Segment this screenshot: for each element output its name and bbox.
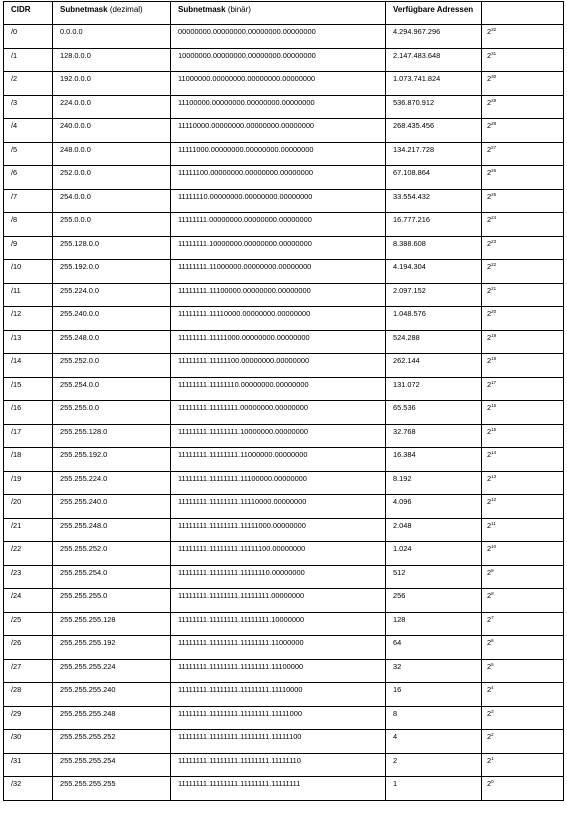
available-addresses-cell: 16.777.216 xyxy=(386,213,482,237)
power-base: 2 xyxy=(487,567,492,577)
cidr-cell: /6 xyxy=(4,166,53,190)
power-base: 2 xyxy=(487,755,492,765)
power-of-two-cell xyxy=(482,683,564,707)
table-row xyxy=(4,377,564,401)
subnetmask-binary-cell: 10000000.00000000.00000000.00000000 xyxy=(171,48,386,72)
available-addresses-cell: 64 xyxy=(386,636,482,660)
cidr-cell: /28 xyxy=(4,683,53,707)
subnetmask-binary-cell: 11111000.00000000.00000000.00000000 xyxy=(171,142,386,166)
subnetmask-binary-cell: 11111111.11111111.11111111.10000000 xyxy=(171,612,386,636)
power-exponent: 10 xyxy=(491,544,497,549)
power-exponent: 23 xyxy=(491,238,497,244)
power-exponent: 26 xyxy=(491,168,497,173)
power-of-two-cell xyxy=(482,166,564,190)
table-row xyxy=(4,683,564,707)
subnetmask-binary-cell: 11111111.11111110.00000000.00000000 xyxy=(171,377,386,401)
available-addresses-cell: 536.870.912 xyxy=(386,95,482,119)
power-of-two-cell xyxy=(482,72,564,96)
available-addresses-cell: 2.147.483.648 xyxy=(386,48,482,72)
power-exponent: 0 xyxy=(491,779,494,784)
subnetmask-decimal-cell: 255.255.248.0 xyxy=(53,518,171,542)
cidr-cell: /9 xyxy=(4,236,53,260)
cidr-cell: /0 xyxy=(4,25,53,49)
table-row xyxy=(4,659,564,683)
cidr-subnet-table xyxy=(3,1,564,801)
power-of-two-cell xyxy=(482,119,564,143)
table-row xyxy=(4,260,564,284)
cidr-cell: /30 xyxy=(4,730,53,754)
subnetmask-decimal-cell: 224.0.0.0 xyxy=(53,95,171,119)
available-addresses-cell: 1.024 xyxy=(386,542,482,566)
table-row xyxy=(4,565,564,589)
table-row xyxy=(4,213,564,237)
subnetmask-decimal-cell: 255.255.252.0 xyxy=(53,542,171,566)
power-base: 2 xyxy=(487,450,492,459)
table-row xyxy=(4,424,564,448)
power-base: 2 xyxy=(487,27,492,36)
available-addresses-cell: 268.435.456 xyxy=(386,119,482,143)
power-of-two-cell xyxy=(482,330,564,354)
power-exponent: 4 xyxy=(491,685,494,690)
subnetmask-decimal-cell: 192.0.0.0 xyxy=(53,72,171,96)
subnetmask-decimal-cell: 0.0.0.0 xyxy=(53,25,171,49)
power-of-two-cell xyxy=(482,142,564,166)
available-addresses-cell: 2.048 xyxy=(386,518,482,542)
power-exponent: 15 xyxy=(491,426,497,432)
power-of-two-cell xyxy=(482,283,564,307)
subnetmask-binary-cell: 11111111.11111111.11111100.00000000 xyxy=(171,542,386,566)
power-exponent: 1 xyxy=(491,755,494,761)
cidr-cell: /3 xyxy=(4,95,53,119)
available-addresses-cell: 4.294.967.296 xyxy=(386,25,482,49)
power-of-two-cell xyxy=(482,706,564,730)
power-base: 2 xyxy=(487,309,492,318)
table-row xyxy=(4,236,564,260)
available-addresses-cell: 524.288 xyxy=(386,330,482,354)
available-addresses-cell: 2.097.152 xyxy=(386,283,482,307)
cidr-cell: /31 xyxy=(4,753,53,777)
available-addresses-cell: 131.072 xyxy=(386,377,482,401)
subnetmask-binary-cell: 11111111.11111111.11111110.00000000 xyxy=(171,565,386,589)
power-of-two-cell xyxy=(482,565,564,589)
subnetmask-decimal-cell: 255.255.255.128 xyxy=(53,612,171,636)
cidr-cell: /5 xyxy=(4,142,53,166)
subnetmask-binary-cell: 11111111.11111111.11111111.00000000 xyxy=(171,589,386,613)
power-base: 2 xyxy=(487,332,492,342)
subnetmask-decimal-cell: 255.255.255.0 xyxy=(53,589,171,613)
power-base: 2 xyxy=(487,779,492,788)
power-exponent: 8 xyxy=(491,591,494,596)
header-row xyxy=(4,2,564,25)
cidr-cell: /4 xyxy=(4,119,53,143)
available-addresses-cell: 2 xyxy=(386,753,482,777)
table-row xyxy=(4,730,564,754)
power-of-two-cell xyxy=(482,25,564,49)
subnetmask-decimal-cell: 255.255.192.0 xyxy=(53,448,171,472)
subnetmask-decimal-cell: 255.0.0.0 xyxy=(53,213,171,237)
table-row xyxy=(4,636,564,660)
subnetmask-binary-cell: 11111111.11111111.11111111.11110000 xyxy=(171,683,386,707)
power-base: 2 xyxy=(487,262,492,271)
cidr-cell: /12 xyxy=(4,307,53,331)
subnetmask-binary-cell: 11111111.11111111.11111111.11111000 xyxy=(171,706,386,730)
power-of-two-cell xyxy=(482,377,564,401)
table-row xyxy=(4,307,564,331)
available-addresses-cell: 16 xyxy=(386,683,482,707)
cidr-cell: /32 xyxy=(4,777,53,801)
power-exponent: 16 xyxy=(491,403,497,408)
available-addresses-cell: 65.536 xyxy=(386,401,482,425)
power-exponent: 32 xyxy=(491,27,497,32)
power-base: 2 xyxy=(487,74,492,83)
subnetmask-decimal-cell: 128.0.0.0 xyxy=(53,48,171,72)
cidr-cell: /8 xyxy=(4,213,53,237)
power-of-two-cell xyxy=(482,777,564,801)
table-row xyxy=(4,72,564,96)
subnetmask-decimal-cell: 255.128.0.0 xyxy=(53,236,171,260)
cidr-cell: /14 xyxy=(4,354,53,378)
power-exponent: 18 xyxy=(491,356,497,361)
power-of-two-cell xyxy=(482,495,564,519)
cidr-cell: /10 xyxy=(4,260,53,284)
cidr-cell: /24 xyxy=(4,589,53,613)
subnetmask-decimal-cell: 255.255.255.252 xyxy=(53,730,171,754)
power-exponent: 28 xyxy=(491,121,497,126)
power-exponent: 13 xyxy=(491,473,497,479)
available-addresses-cell: 8.192 xyxy=(386,471,482,495)
cidr-cell: /11 xyxy=(4,283,53,307)
subnetmask-decimal-cell: 255.254.0.0 xyxy=(53,377,171,401)
table-row xyxy=(4,95,564,119)
subnetmask-decimal-cell: 255.255.255.240 xyxy=(53,683,171,707)
subnetmask-decimal-cell: 255.255.254.0 xyxy=(53,565,171,589)
available-addresses-cell: 32.768 xyxy=(386,424,482,448)
subnetmask-binary-cell: 11111111.11100000.00000000.00000000 xyxy=(171,283,386,307)
available-addresses-cell: 4 xyxy=(386,730,482,754)
power-of-two-cell xyxy=(482,95,564,119)
subnetmask-binary-cell: 11111111.11111111.11111000.00000000 xyxy=(171,518,386,542)
power-exponent: 25 xyxy=(491,191,497,197)
power-base: 2 xyxy=(487,379,492,389)
power-exponent: 29 xyxy=(491,97,497,103)
table-row xyxy=(4,589,564,613)
available-addresses-cell: 512 xyxy=(386,565,482,589)
subnetmask-decimal-cell: 255.248.0.0 xyxy=(53,330,171,354)
cidr-cell: /20 xyxy=(4,495,53,519)
cidr-cell: /26 xyxy=(4,636,53,660)
cidr-cell: /2 xyxy=(4,72,53,96)
subnetmask-decimal-cell: 255.255.255.255 xyxy=(53,777,171,801)
power-of-two-cell xyxy=(482,753,564,777)
subnetmask-decimal-cell: 255.255.255.254 xyxy=(53,753,171,777)
cidr-cell: /17 xyxy=(4,424,53,448)
table-row xyxy=(4,777,564,801)
power-base: 2 xyxy=(487,661,492,671)
table-row xyxy=(4,166,564,190)
available-addresses-cell: 4.096 xyxy=(386,495,482,519)
power-of-two-cell xyxy=(482,189,564,213)
power-exponent: 24 xyxy=(491,215,497,220)
power-exponent: 20 xyxy=(491,309,497,314)
power-base: 2 xyxy=(487,403,492,412)
cidr-cell: /1 xyxy=(4,48,53,72)
subnetmask-binary-cell: 11111111.11111111.11111111.11100000 xyxy=(171,659,386,683)
cidr-cell: /23 xyxy=(4,565,53,589)
table-row xyxy=(4,495,564,519)
power-of-two-cell xyxy=(482,730,564,754)
power-exponent: 6 xyxy=(491,638,494,643)
power-of-two-cell xyxy=(482,612,564,636)
power-base: 2 xyxy=(487,121,492,130)
power-of-two-cell xyxy=(482,48,564,72)
table-row xyxy=(4,189,564,213)
cidr-cell: /25 xyxy=(4,612,53,636)
available-addresses-cell: 262.144 xyxy=(386,354,482,378)
subnetmask-binary-cell: 11111111.11111100.00000000.00000000 xyxy=(171,354,386,378)
power-base: 2 xyxy=(487,732,492,741)
power-exponent: 3 xyxy=(491,708,494,714)
available-addresses-cell: 8 xyxy=(386,706,482,730)
power-base: 2 xyxy=(487,50,492,60)
cidr-cell: /19 xyxy=(4,471,53,495)
power-of-two-cell xyxy=(482,401,564,425)
available-addresses-cell: 256 xyxy=(386,589,482,613)
power-of-two-cell xyxy=(482,471,564,495)
subnetmask-binary-cell: 11000000.00000000.00000000.00000000 xyxy=(171,72,386,96)
power-exponent: 9 xyxy=(491,567,494,573)
power-base: 2 xyxy=(487,285,492,295)
power-exponent: 27 xyxy=(491,144,497,150)
available-addresses-cell: 1.048.576 xyxy=(386,307,482,331)
table-row xyxy=(4,542,564,566)
subnetmask-decimal-cell: 255.255.255.192 xyxy=(53,636,171,660)
power-of-two-cell xyxy=(482,307,564,331)
available-addresses-cell: 128 xyxy=(386,612,482,636)
power-base: 2 xyxy=(487,97,492,107)
table-row xyxy=(4,119,564,143)
subnetmask-decimal-cell: 255.255.128.0 xyxy=(53,424,171,448)
power-exponent: 14 xyxy=(491,450,497,455)
table-row xyxy=(4,354,564,378)
subnetmask-decimal-cell: 248.0.0.0 xyxy=(53,142,171,166)
power-of-two-cell xyxy=(482,542,564,566)
power-base: 2 xyxy=(487,591,492,600)
subnetmask-binary-cell: 11111111.11111111.11111111.11000000 xyxy=(171,636,386,660)
power-of-two-cell xyxy=(482,448,564,472)
power-of-two-cell xyxy=(482,424,564,448)
power-of-two-cell xyxy=(482,354,564,378)
subnetmask-decimal-cell: 255.192.0.0 xyxy=(53,260,171,284)
power-base: 2 xyxy=(487,191,492,201)
table-row xyxy=(4,518,564,542)
subnetmask-decimal-cell: 255.252.0.0 xyxy=(53,354,171,378)
table-row xyxy=(4,612,564,636)
power-base: 2 xyxy=(487,497,492,506)
subnetmask-binary-cell: 11111111.11111111.10000000.00000000 xyxy=(171,424,386,448)
cidr-cell: /21 xyxy=(4,518,53,542)
table-row xyxy=(4,753,564,777)
power-base: 2 xyxy=(487,168,492,177)
power-base: 2 xyxy=(487,520,492,530)
cidr-cell: /27 xyxy=(4,659,53,683)
subnetmask-binary-cell: 11111111.11000000.00000000.00000000 xyxy=(171,260,386,284)
subnetmask-binary-cell: 11111110.00000000.00000000.00000000 xyxy=(171,189,386,213)
power-of-two-cell xyxy=(482,213,564,237)
subnetmask-decimal-cell: 255.224.0.0 xyxy=(53,283,171,307)
power-base: 2 xyxy=(487,638,492,647)
subnetmask-binary-cell: 11111111.11111111.11000000.00000000 xyxy=(171,448,386,472)
cidr-cell: /13 xyxy=(4,330,53,354)
table-row xyxy=(4,448,564,472)
table-row xyxy=(4,330,564,354)
subnetmask-decimal-cell: 254.0.0.0 xyxy=(53,189,171,213)
subnetmask-binary-cell: 11111111.11111000.00000000.00000000 xyxy=(171,330,386,354)
power-exponent: 12 xyxy=(491,497,497,502)
available-addresses-cell: 8.388.608 xyxy=(386,236,482,260)
table-row xyxy=(4,471,564,495)
available-addresses-cell: 1 xyxy=(386,777,482,801)
header-subnetmask-decimal: Subnetmask (dezimal) xyxy=(53,2,171,25)
power-of-two-cell xyxy=(482,636,564,660)
available-addresses-cell: 67.108.864 xyxy=(386,166,482,190)
cidr-cell: /7 xyxy=(4,189,53,213)
subnetmask-binary-cell: 11111111.11111111.00000000.00000000 xyxy=(171,401,386,425)
subnetmask-decimal-cell: 255.255.255.248 xyxy=(53,706,171,730)
cidr-cell: /16 xyxy=(4,401,53,425)
power-of-two-cell xyxy=(482,659,564,683)
power-base: 2 xyxy=(487,238,492,248)
subnetmask-decimal-cell: 255.255.240.0 xyxy=(53,495,171,519)
header-cidr: CIDR xyxy=(4,2,53,25)
subnetmask-decimal-cell: 252.0.0.0 xyxy=(53,166,171,190)
subnetmask-binary-cell: 11100000.00000000.00000000.00000000 xyxy=(171,95,386,119)
cidr-cell: /29 xyxy=(4,706,53,730)
subnetmask-decimal-cell: 255.255.255.224 xyxy=(53,659,171,683)
header-available-addresses: Verfügbare Adressen xyxy=(386,2,482,25)
cidr-cell: /15 xyxy=(4,377,53,401)
subnetmask-binary-cell: 11111111.11111111.11111111.11111111 xyxy=(171,777,386,801)
table-row xyxy=(4,706,564,730)
available-addresses-cell: 134.217.728 xyxy=(386,142,482,166)
table-row xyxy=(4,401,564,425)
subnetmask-decimal-cell: 255.255.0.0 xyxy=(53,401,171,425)
subnetmask-binary-cell: 11111111.11111111.11111111.11111110 xyxy=(171,753,386,777)
power-base: 2 xyxy=(487,544,492,553)
power-exponent: 22 xyxy=(491,262,497,267)
power-base: 2 xyxy=(487,614,492,624)
power-exponent: 30 xyxy=(491,74,497,79)
subnetmask-binary-cell: 11111111.11110000.00000000.00000000 xyxy=(171,307,386,331)
power-exponent: 19 xyxy=(491,332,497,338)
subnetmask-binary-cell: 11110000.00000000.00000000.00000000 xyxy=(171,119,386,143)
power-of-two-cell xyxy=(482,236,564,260)
table-row xyxy=(4,48,564,72)
power-exponent: 31 xyxy=(491,50,497,56)
header-subnetmask-binary: Subnetmask (binär) xyxy=(171,2,386,25)
subnetmask-decimal-cell: 240.0.0.0 xyxy=(53,119,171,143)
header-power xyxy=(482,2,564,25)
power-base: 2 xyxy=(487,144,492,154)
power-base: 2 xyxy=(487,215,492,224)
available-addresses-cell: 32 xyxy=(386,659,482,683)
power-exponent: 11 xyxy=(491,520,496,526)
table-row xyxy=(4,283,564,307)
subnetmask-binary-cell: 11111111.11111111.11100000.00000000 xyxy=(171,471,386,495)
power-exponent: 17 xyxy=(491,379,497,385)
power-base: 2 xyxy=(487,708,492,718)
available-addresses-cell: 1.073.741.824 xyxy=(386,72,482,96)
power-of-two-cell xyxy=(482,589,564,613)
power-base: 2 xyxy=(487,426,492,436)
subnetmask-binary-cell: 11111111.11111111.11111111.11111100 xyxy=(171,730,386,754)
subnetmask-binary-cell: 11111100.00000000.00000000.00000000 xyxy=(171,166,386,190)
power-of-two-cell xyxy=(482,260,564,284)
subnetmask-decimal-cell: 255.240.0.0 xyxy=(53,307,171,331)
power-base: 2 xyxy=(487,356,492,365)
cidr-cell: /18 xyxy=(4,448,53,472)
subnetmask-decimal-cell: 255.255.224.0 xyxy=(53,471,171,495)
power-exponent: 2 xyxy=(491,732,494,737)
subnetmask-binary-cell: 00000000.00000000.00000000.00000000 xyxy=(171,25,386,49)
power-exponent: 7 xyxy=(491,614,494,620)
available-addresses-cell: 33.554.432 xyxy=(386,189,482,213)
power-exponent: 5 xyxy=(491,661,494,667)
power-base: 2 xyxy=(487,685,492,694)
table-row xyxy=(4,25,564,49)
table-row xyxy=(4,142,564,166)
power-base: 2 xyxy=(487,473,492,483)
subnetmask-binary-cell: 11111111.10000000.00000000.00000000 xyxy=(171,236,386,260)
available-addresses-cell: 4.194.304 xyxy=(386,260,482,284)
cidr-cell: /22 xyxy=(4,542,53,566)
available-addresses-cell: 16.384 xyxy=(386,448,482,472)
power-exponent: 21 xyxy=(491,285,497,291)
subnetmask-binary-cell: 11111111.11111111.11110000.00000000 xyxy=(171,495,386,519)
subnetmask-binary-cell: 11111111.00000000.00000000.00000000 xyxy=(171,213,386,237)
power-of-two-cell xyxy=(482,518,564,542)
